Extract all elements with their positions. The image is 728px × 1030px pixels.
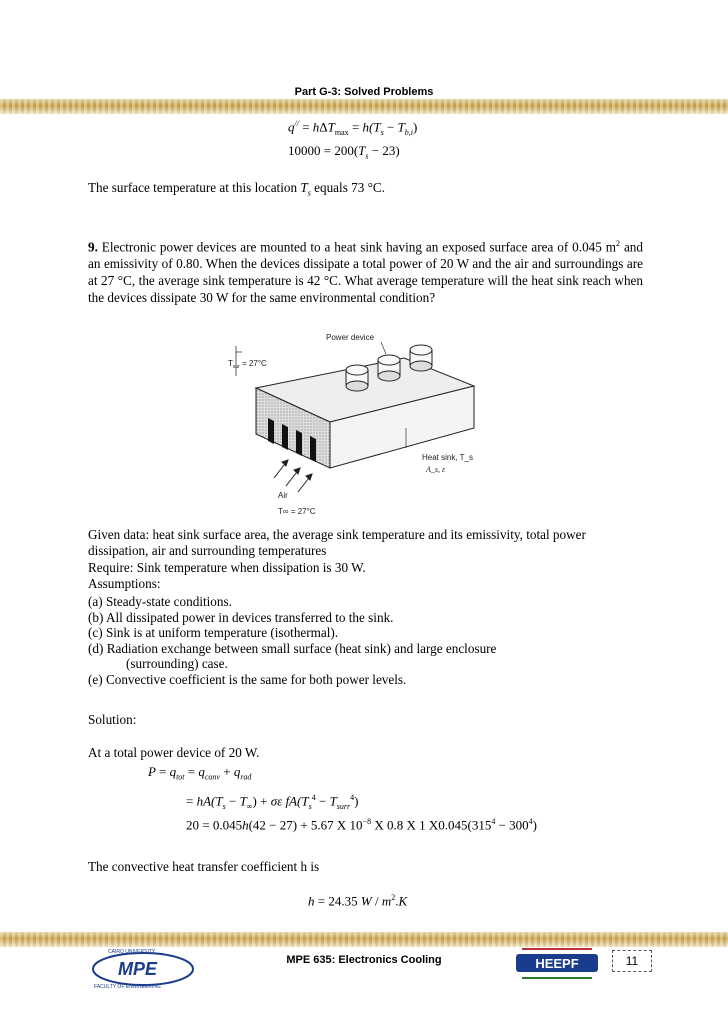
logo-arc-bottom: FACULTY OF ENGINEERING — [94, 984, 161, 989]
heat-sink-label: Heat sink, T_s — [422, 453, 473, 462]
equation-expanded: = $hA(T_s - T_\infty) + \sigma\varepsilon$ $fA(T_s^4 - T_{surr}^4)$ — [186, 793, 359, 811]
heepf-logo-text: HEEPF — [535, 956, 579, 971]
heat-sink-figure — [226, 318, 496, 518]
equation-result: h = 24.35 W / $m^2.K$ — [308, 893, 408, 909]
page-header-title: Part G-3: Solved Problems — [294, 86, 434, 98]
equation-numeric: 20 = 0.045h(42 − 27) + 5.67 X $10^{-8}$ X 0.8 X 1 $X0.045(315^4 - 300^4)$ — [186, 817, 538, 833]
air-label: Air — [278, 491, 288, 500]
assumption-item: (a) Steady-state conditions. — [88, 594, 232, 609]
cairo-university-logo — [88, 945, 198, 989]
area-emissivity-label: A_s, ε — [426, 465, 446, 474]
equation-substitution: $10000 = 200(T_s - 23)$ — [288, 143, 400, 161]
problem-number: 9. — [88, 239, 98, 255]
assumption-item: (e) Convective coefficient is the same for both power levels. — [88, 671, 407, 687]
assumption-item: (c) Sink is at uniform temperature (isothermal). — [88, 625, 339, 641]
tsur-label: $T_{sur} = 27^\circ C$ — [228, 359, 267, 370]
equation-heat-flux: $q^{//} = h\Delta T_{max} = h(T_s - T_{b,i})$ — [288, 119, 418, 137]
problem-statement: 9. Electronic power devices are mounted to a heat sink having an exposed surface area of 0.045 $m^2$ and an emissivity of 0.80. When the devices dissipate a total power of 20 W and the air and surroundings are at 27 °C, the average sink temperature is 42 °C. What average temperature will the heat sink reach when the devices dissipate 30 W for the same environmental condition? — [88, 239, 643, 305]
assumptions-list — [88, 594, 648, 688]
footer-course-title: MPE 635: Electronics Cooling — [286, 954, 442, 966]
equation-power-balance: $P = q_{tot} = q_{conv} + q_{rad}$ — [148, 764, 252, 782]
surface-temperature-statement: The surface temperature at this location $T_s$ equals 73 °C. — [88, 180, 385, 198]
given-data: Given data: heat sink surface area, the average sink temperature and its emissivity, total power dissipation, air and surrounding temperatures Require: Sink temperature when dissipation is 30 W. Assumptions: — [88, 527, 586, 591]
logo-arc-top: CAIRO UNIVERSITY — [108, 949, 156, 955]
power-device-label: Power device — [326, 333, 375, 342]
header-decorative-band — [0, 99, 728, 114]
heepf-logo — [514, 942, 600, 986]
assumption-item: (d) Radiation exchange between small surface (heat sink) and large enclosure (surrounding) case. — [88, 640, 497, 672]
mpe-logo-text: MPE — [118, 959, 158, 979]
tinf-label: T∞ = 27°C — [278, 507, 316, 516]
page-number: 11 — [612, 950, 652, 972]
solution-title: Solution: — [88, 712, 137, 727]
solution-intro: At a total power device of 20 W. — [88, 745, 260, 760]
assumption-item: (b) All dissipated power in devices transferred to the sink. — [88, 609, 394, 625]
convective-coefficient-statement: The convective heat transfer coefficient h is — [88, 859, 320, 874]
